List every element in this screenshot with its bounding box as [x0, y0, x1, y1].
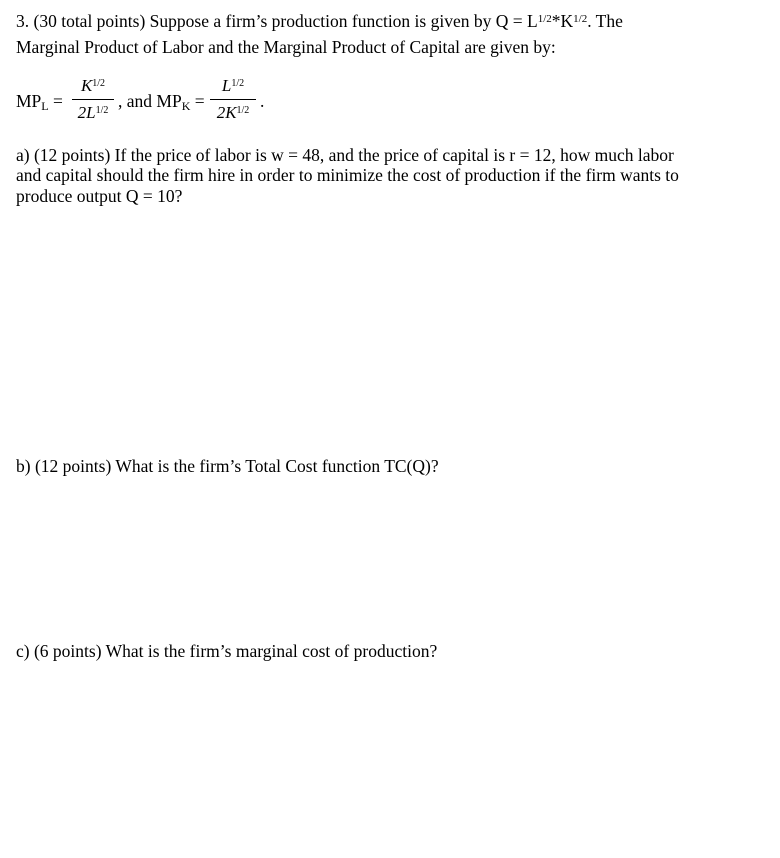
mpl-numerator — [72, 74, 114, 98]
mpl-denominator — [72, 101, 114, 125]
mp-text: , and MP — [118, 91, 182, 111]
exponent: 1/2 — [231, 78, 245, 89]
question-text: 3. (30 total points) Suppose a firm’s production function is given by Q = L — [16, 11, 538, 31]
exponent: 1/2 — [236, 105, 250, 116]
mpl-label — [16, 90, 63, 117]
part-b-line-1: b) (12 points) What is the firm’s Total Cost function TC(Q)? — [16, 456, 439, 476]
equals-sign: = — [194, 91, 205, 111]
part-c-line-1: c) (6 points) What is the firm’s marginal cost of production? — [16, 641, 438, 661]
question-line-2: Marginal Product of Labor and the Marginal Product of Capital are given by: — [16, 37, 556, 57]
question-text: *K — [551, 11, 574, 31]
var: 2K — [216, 103, 237, 122]
var: L — [221, 76, 232, 95]
part-a-line-1: a) (12 points) If the price of labor is w = 48, and the price of capital is r = 12, how much labor — [16, 145, 674, 165]
mpk-denominator — [210, 101, 256, 125]
exponent: 1/2 — [95, 105, 109, 116]
part-a-line-3: produce output Q = 10? — [16, 186, 183, 206]
formula-period: . — [260, 91, 265, 111]
exponent: 1/2 — [92, 78, 106, 89]
marginal-product-formulas — [16, 74, 416, 130]
mpk-numerator — [210, 74, 256, 98]
part-a-line-2: and capital should the firm hire in order to minimize the cost of production if the firm wants to — [16, 165, 679, 185]
question-text: . The — [587, 11, 623, 31]
equals-sign: = — [53, 91, 63, 111]
mp-text: MP — [16, 91, 42, 111]
mpl-fraction — [72, 74, 114, 125]
mp-subscript: L — [41, 99, 49, 113]
var: K — [80, 76, 93, 95]
fraction-bar — [210, 99, 256, 100]
mpk-fraction — [210, 74, 256, 125]
mp-subscript: K — [181, 99, 191, 113]
question-line-1 — [16, 10, 623, 32]
exponent: 1/2 — [573, 13, 588, 25]
exponent: 1/2 — [537, 13, 552, 25]
mpk-label — [118, 90, 205, 117]
fraction-bar — [72, 99, 114, 100]
var: 2L — [77, 103, 96, 122]
